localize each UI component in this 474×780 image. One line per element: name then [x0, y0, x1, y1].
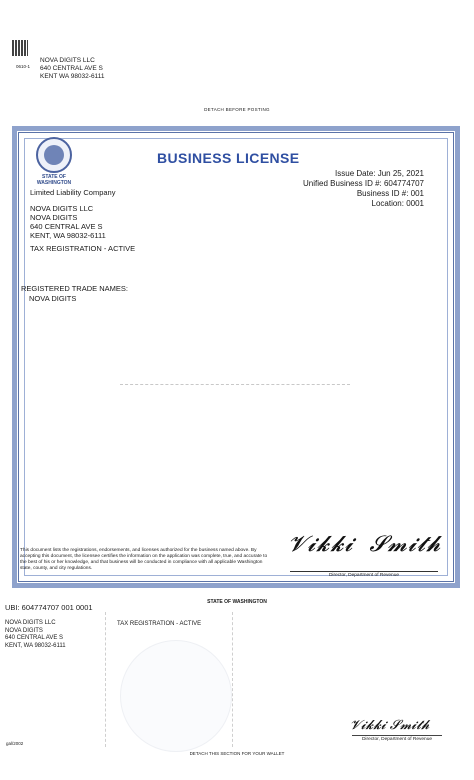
owner-line: KENT, WA 98032-6111: [30, 231, 106, 240]
owner-line: 640 CENTRAL AVE S: [30, 222, 103, 231]
issue-date: Issue Date: Jun 25, 2021: [335, 169, 424, 178]
location-number: Location: 0001: [371, 199, 424, 208]
director-title: Director, Department of Revenue: [328, 573, 400, 578]
wallet-signature-line: [352, 735, 442, 736]
wallet-perforation: [105, 612, 106, 747]
wallet-signature: 𝓥𝓲𝓴𝓴𝓲 𝓢𝓶𝓲𝓽𝓱: [350, 718, 430, 733]
wallet-address-line: NOVA DIGITS LLC: [5, 620, 56, 626]
wallet-address: [5, 620, 66, 650]
signature-line: [290, 571, 438, 572]
owner-line: NOVA DIGITS: [30, 213, 78, 222]
mailing-city: KENT WA 98032-6111: [40, 73, 105, 80]
trade-names-section: [21, 284, 128, 304]
seal-watermark-icon: [120, 640, 232, 752]
wallet-address-line: NOVA DIGITS: [5, 627, 43, 634]
mailing-name: NOVA DIGITS LLC: [40, 57, 95, 64]
detach-wallet-label: DETACH THIS SECTION FOR YOUR WALLET: [189, 751, 285, 756]
mail-code: 0610-1: [16, 64, 31, 69]
business-id: Business ID #: 001: [356, 189, 424, 198]
fold-line: [120, 384, 350, 385]
license-identifiers: [303, 169, 424, 209]
seal-portrait-icon: [44, 145, 64, 165]
unified-business-id: Unified Business ID #: 604774707: [303, 179, 424, 188]
detach-before-posting: DETACH BEFORE POSTING: [204, 107, 270, 112]
wallet-perforation: [232, 612, 233, 747]
wallet-ubi: UBI: 604774707 001 0001: [5, 603, 93, 612]
license-title: BUSINESS LICENSE: [157, 150, 300, 166]
owner-line: NOVA DIGITS LLC: [30, 204, 94, 213]
owner-address: [30, 204, 106, 240]
wallet-state-label: STATE OF WASHINGTON: [207, 599, 267, 605]
wallet-address-line: KENT, WA 98032-6111: [5, 642, 66, 649]
seal-caption: STATE OF WASHINGTON: [36, 174, 72, 186]
tax-registration-status: TAX REGISTRATION - ACTIVE: [30, 244, 136, 253]
mailing-address: [40, 57, 104, 81]
trade-names-label: REGISTERED TRADE NAMES:: [21, 284, 128, 293]
wallet-director-title: Director, Department of Revenue: [361, 737, 433, 742]
mailing-street: 640 CENTRAL AVE S: [40, 65, 103, 72]
wallet-tax-registration: TAX REGISTRATION - ACTIVE: [117, 621, 202, 627]
wallet-address-line: 640 CENTRAL AVE S: [5, 635, 64, 641]
entity-type: Limited Liability Company: [30, 188, 116, 197]
trade-name: NOVA DIGITS: [29, 294, 77, 303]
license-disclaimer: This document lists the registrations, endorsements, and licenses authorized for the business named above. By accepting this document, the licensee certifies the information on the application was complete, true, and accurate to the best of his or her knowledge, and that business will be conducted in compliance with all applicable Washington state, county, and city regulations.: [20, 548, 268, 571]
director-signature: 𝓥𝓲𝓴𝓴𝓲 𝓢𝓶𝓲𝓽𝓱: [288, 532, 442, 557]
qr-code-icon: [12, 40, 28, 56]
form-code: gal/2002: [6, 741, 24, 746]
